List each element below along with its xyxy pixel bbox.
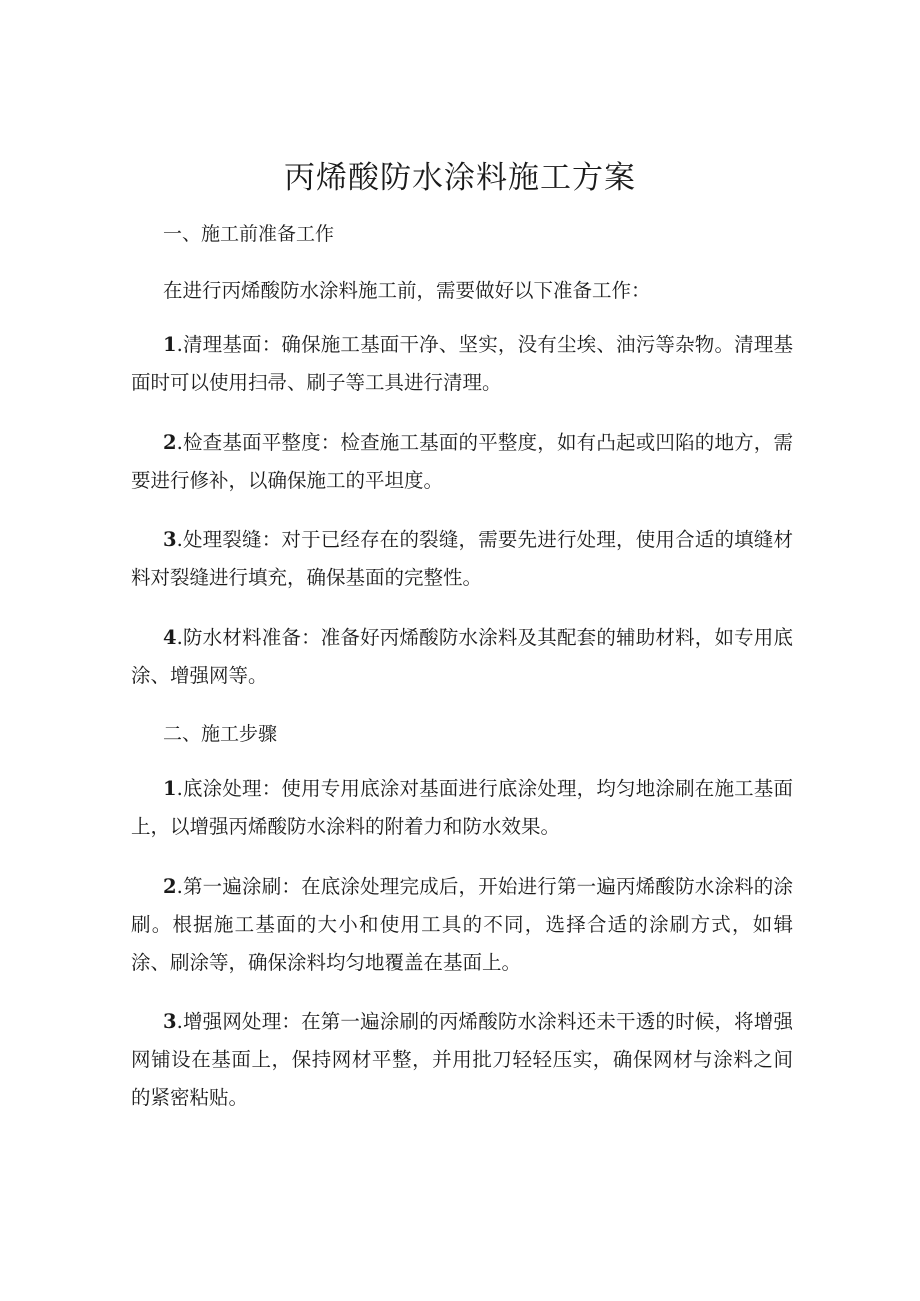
item-text: .增强网处理：在第一遍涂刷的丙烯酸防水涂料还未干透的时候，将增强网铺设在基面上，保持网材平整，并用批刀轻轻压实，确保网材与涂料之间的紧密粘贴。 — [131, 1010, 793, 1109]
item-text: .底涂处理：使用专用底涂对基面进行底涂处理，均匀地涂刷在施工基面上，以增强丙烯酸防水涂料的附着力和防水效果。 — [131, 777, 793, 838]
item-text: .防水材料准备：准备好丙烯酸防水涂料及其配套的辅助材料，如专用底涂、增强网等。 — [131, 626, 793, 687]
list-item — [131, 326, 793, 402]
list-item — [131, 521, 793, 597]
item-number: 2 — [163, 875, 177, 898]
section-heading-preparation: 一、施工前准备工作 — [163, 223, 335, 245]
item-number: 1 — [163, 777, 177, 800]
section-intro: 在进行丙烯酸防水涂料施工前，需要做好以下准备工作： — [163, 279, 651, 302]
item-text: .处理裂缝：对于已经存在的裂缝，需要先进行处理，使用合适的填缝材料对裂缝进行填充，确保基面的完整性。 — [131, 528, 793, 589]
list-item — [131, 1003, 793, 1117]
item-number: 1 — [163, 333, 177, 356]
item-number: 3 — [163, 1010, 177, 1033]
list-item — [131, 424, 793, 500]
item-number: 3 — [163, 528, 177, 551]
document-title: 丙烯酸防水涂料施工方案 — [284, 160, 636, 196]
list-item — [131, 770, 793, 846]
item-number: 2 — [163, 431, 177, 454]
item-text: .第一遍涂刷：在底涂处理完成后，开始进行第一遍丙烯酸防水涂料的涂刷。根据施工基面的大小和使用工具的不同，选择合适的涂刷方式，如辑涂、刷涂等，确保涂料均匀地覆盖在基面上。 — [131, 875, 793, 974]
section-heading-steps: 二、施工步骤 — [163, 723, 278, 745]
item-number: 4 — [163, 626, 177, 649]
item-text: .检查基面平整度：检查施工基面的平整度，如有凸起或凹陷的地方，需要进行修补，以确保施工的平坦度。 — [131, 431, 793, 492]
list-item — [131, 619, 793, 695]
item-text: .清理基面：确保施工基面干净、坚实，没有尘埃、油污等杂物。清理基面时可以使用扫帚、刷子等工具进行清理。 — [131, 333, 793, 394]
list-item — [131, 868, 793, 982]
